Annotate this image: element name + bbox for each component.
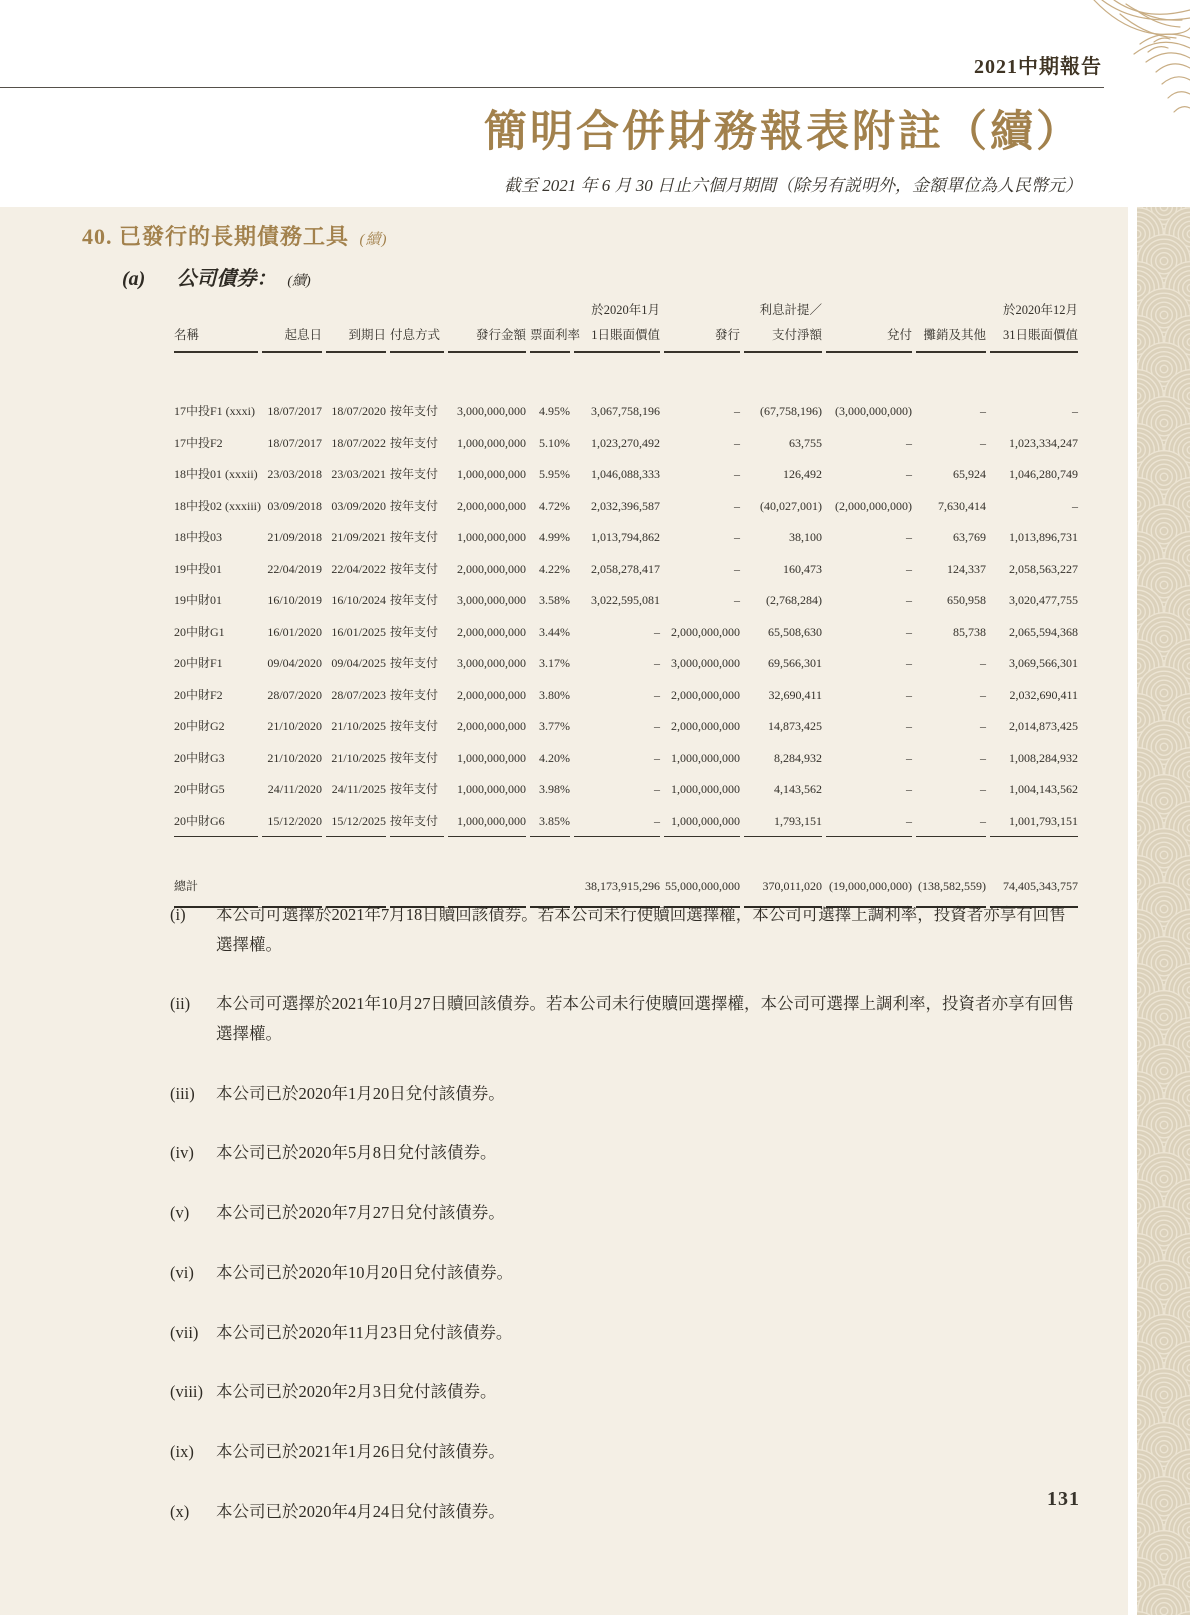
note-text: 本公司已於2020年11月23日兌付該債券。: [216, 1322, 513, 1342]
table-cell: 2,000,000,000: [457, 624, 526, 639]
table-row: [174, 395, 1078, 427]
table-cell: –: [906, 467, 912, 481]
section-continued: (續): [359, 232, 388, 248]
page-title: 簡明合併財務報表附註（續）: [484, 109, 1082, 156]
table-cell: 63,755: [789, 435, 822, 450]
table-cell: 4.95%: [539, 404, 570, 418]
table-cell: 3,000,000,000: [457, 404, 526, 418]
table-cell: (67,758,196): [760, 404, 822, 418]
table-cell: 2,032,690,411: [1009, 687, 1078, 702]
table-cell: 31日賬面價值: [990, 321, 1078, 353]
note-item: [170, 1198, 1082, 1228]
table-cell: 3,069,566,301: [1009, 656, 1078, 670]
table-cell: 18/07/2017: [267, 435, 322, 450]
table-cell: 126,492: [783, 467, 822, 481]
table-cell: 兌付: [826, 321, 912, 353]
note-text: 本公司已於2020年2月3日兌付該債券。: [216, 1382, 497, 1402]
table-cell: 1,000,000,000: [664, 805, 740, 838]
table-cell: –: [654, 624, 660, 639]
table-cell: 按年支付: [390, 593, 439, 607]
table-cell: 1,793,151: [744, 805, 822, 838]
table-cell: 2,065,594,368: [1009, 624, 1078, 639]
table-cell: 4.20%: [539, 750, 570, 765]
table-cell: –: [654, 782, 660, 796]
table-cell: 18/07/2017: [267, 404, 322, 418]
table-cell: 18中投01 (xxxii): [174, 467, 258, 481]
note-item: [170, 1437, 1082, 1467]
table-cell: 20中財F2: [174, 687, 223, 702]
table-cell: [390, 300, 444, 321]
table-cell: 65,508,630: [768, 624, 822, 639]
table-cell: 21/09/2018: [267, 530, 322, 544]
table-cell: –: [906, 561, 912, 576]
note-label: (iii): [170, 1083, 195, 1103]
table-cell: (2,000,000,000): [835, 498, 912, 513]
table-cell: 18中投02 (xxxiii): [174, 498, 261, 513]
table-cell: 按年支付: [390, 404, 439, 418]
table-header-row: [174, 321, 1078, 353]
table-cell: 2,000,000,000: [457, 561, 526, 576]
table-cell: 21/09/2021: [331, 530, 386, 544]
table-cell: (2,768,284): [766, 593, 822, 607]
table-cell: 2,000,000,000: [457, 498, 526, 513]
table-cell: –: [906, 750, 912, 765]
table-cell: 55,000,000,000: [664, 871, 740, 908]
table-cell: –: [906, 719, 912, 733]
table-cell: 17中投F2: [174, 435, 223, 450]
table-cell: 20中財G2: [174, 719, 225, 733]
note-text: 本公司已於2020年5月8日兌付該債券。: [216, 1143, 497, 1163]
seigaiha-pattern-decoration: [1137, 207, 1190, 1615]
table-cell: 1,000,000,000: [457, 530, 526, 544]
table-cell: 1,046,280,749: [1009, 467, 1078, 481]
table-cell: [448, 300, 526, 321]
table-cell: 3,000,000,000: [457, 656, 526, 670]
table-cell: –: [980, 750, 986, 765]
note-item: [170, 1377, 1082, 1407]
table-cell: 3.77%: [539, 719, 570, 733]
table-cell: 3,067,758,196: [591, 404, 660, 418]
table-cell: –: [734, 435, 740, 450]
table-cell: 總計: [174, 871, 258, 908]
table-spacer-row: [174, 353, 1078, 395]
table-cell: 3,022,595,081: [591, 593, 660, 607]
table-cell: 4.99%: [539, 530, 570, 544]
note-item: [170, 1318, 1082, 1348]
page-subtitle: 截至 2021 年 6 月 30 日止六個月期間（除另有説明外，金額單位為人民幣元）: [504, 176, 1082, 195]
table-cell: 1,000,000,000: [457, 782, 526, 796]
table-cell: [262, 300, 322, 321]
table-cell: 4,143,562: [774, 782, 822, 796]
table-cell: –: [906, 687, 912, 702]
table-cell: –: [654, 719, 660, 733]
note-item: [170, 989, 1082, 1048]
table-cell: –: [654, 656, 660, 670]
table-cell: 38,173,915,296: [574, 871, 660, 908]
note-label: (viii): [170, 1382, 203, 1402]
table-cell: 3,020,477,755: [1009, 593, 1078, 607]
table-cell: 2,000,000,000: [671, 719, 740, 733]
table-cell: 20中財F1: [174, 656, 223, 670]
table-row: [174, 710, 1078, 742]
table-cell: 1,004,143,562: [1009, 782, 1078, 796]
table-cell: 7,630,414: [938, 498, 986, 513]
table-cell: 按年支付: [390, 498, 439, 513]
table-cell: 按年支付: [390, 530, 439, 544]
table-cell: 28/07/2020: [267, 687, 322, 702]
bond-table-body: [174, 353, 1078, 908]
note-label: (i): [170, 905, 186, 924]
section-heading: [82, 220, 388, 251]
table-cell: –: [734, 593, 740, 607]
table-cell: –: [906, 624, 912, 639]
report-edition-label: 2021中期報告: [974, 56, 1102, 78]
table-cell: 18/07/2022: [331, 435, 386, 450]
table-row: [174, 616, 1078, 648]
table-cell: 4.22%: [539, 561, 570, 576]
notes-list: [170, 900, 1082, 1556]
table-cell: 24/11/2025: [331, 782, 386, 796]
table-cell: 3.85%: [530, 805, 570, 838]
table-cell: [826, 300, 912, 321]
table-cell: 3.98%: [539, 782, 570, 796]
table-cell: –: [734, 467, 740, 481]
table-cell: 22/04/2022: [331, 561, 386, 576]
table-cell: (3,000,000,000): [835, 404, 912, 418]
table-cell: –: [574, 805, 660, 838]
table-cell: 16/01/2020: [267, 624, 322, 639]
table-cell: 23/03/2018: [267, 467, 322, 481]
subsection-label: (a): [122, 268, 146, 290]
note-label: (ii): [170, 994, 191, 1014]
table-cell: 3.80%: [539, 687, 570, 702]
table-cell: 09/04/2025: [331, 656, 386, 670]
table-cell: 3.17%: [539, 656, 570, 670]
table-cell: 370,011,020: [744, 871, 822, 908]
table-cell: 按年支付: [390, 782, 439, 796]
table-cell: 4.72%: [539, 498, 570, 513]
note-item: [170, 900, 1082, 959]
table-cell: 19中財01: [174, 593, 223, 607]
note-item: [170, 1497, 1082, 1527]
table-cell: 20中財G5: [174, 782, 225, 796]
note-label: (x): [170, 1501, 190, 1521]
note-item: [170, 1079, 1082, 1109]
note-item: [170, 1258, 1082, 1288]
table-cell: 15/12/2020: [262, 805, 322, 838]
table-cell: 1,013,896,731: [1009, 530, 1078, 544]
table-cell: 63,769: [953, 530, 986, 544]
note-text: 本公司可選擇於2021年10月27日贖回該債券。若本公司未行使贖回選擇權，本公司可選擇上調利率，投資者亦享有回售選擇權。: [216, 994, 1074, 1044]
table-cell: 16/10/2019: [267, 593, 322, 607]
table-cell: 2,014,873,425: [1009, 719, 1078, 733]
table-cell: 1,046,088,333: [591, 467, 660, 481]
table-cell: 21/10/2020: [267, 750, 322, 765]
table-row: [174, 427, 1078, 459]
header-rule: [0, 87, 1104, 88]
table-cell: 付息方式: [390, 321, 444, 353]
table-cell: 1,000,000,000: [448, 805, 526, 838]
table-cell: 2,000,000,000: [457, 719, 526, 733]
page-number: 131: [1047, 1488, 1080, 1510]
table-cell: 按年支付: [390, 687, 439, 702]
table-cell: –: [826, 805, 912, 838]
table-cell: 16/10/2024: [331, 593, 386, 607]
section-title: 已發行的長期債務工具: [119, 224, 350, 249]
note-label: (iv): [170, 1143, 194, 1163]
note-label: (vii): [170, 1322, 199, 1342]
table-cell: 2,000,000,000: [671, 687, 740, 702]
table-cell: 09/04/2020: [267, 656, 322, 670]
table-row: [174, 742, 1078, 774]
table-cell: 20中財G6: [174, 805, 258, 838]
table-cell: (19,000,000,000): [826, 871, 912, 908]
table-cell: 發行: [664, 321, 740, 353]
table-cell: –: [906, 530, 912, 544]
table-cell: 發行金額: [448, 321, 526, 353]
table-cell: 21/10/2020: [267, 719, 322, 733]
table-cell: –: [980, 782, 986, 796]
table-cell: 票面利率: [530, 321, 570, 353]
note-text: 本公司已於2020年4月24日兌付該債券。: [216, 1501, 505, 1521]
table-cell: 650,958: [947, 593, 986, 607]
table-cell: 19中投01: [174, 561, 223, 576]
table-cell: 1,000,000,000: [671, 750, 740, 765]
table-cell: 1,023,270,492: [591, 435, 660, 450]
table-cell: 20中財G1: [174, 624, 225, 639]
table-cell: –: [734, 404, 740, 418]
table-cell: (40,027,001): [760, 498, 822, 513]
table-cell: –: [980, 719, 986, 733]
note-text: 本公司可選擇於2021年7月18日贖回該債券。若本公司未行使贖回選擇權，本公司可選擇上調利率，投資者亦享有回售選擇權。: [216, 905, 1066, 954]
table-row: [174, 521, 1078, 553]
table-cell: (138,582,559): [916, 871, 986, 908]
table-cell: 32,690,411: [768, 687, 822, 702]
note-label: (vi): [170, 1262, 194, 1282]
table-cell: [174, 300, 258, 321]
table-cell: 2,000,000,000: [457, 687, 526, 702]
table-cell: –: [906, 782, 912, 796]
note-text: 本公司已於2020年10月20日兌付該債券。: [216, 1262, 513, 1282]
table-cell: 16/01/2025: [331, 624, 386, 639]
table-spacer-cell: [174, 353, 1078, 395]
table-cell: 1,023,334,247: [1009, 435, 1078, 450]
table-cell: –: [906, 593, 912, 607]
table-spacer-row: [174, 837, 1078, 871]
table-cell: 3,000,000,000: [671, 656, 740, 670]
table-cell: 03/09/2018: [267, 498, 322, 513]
table-cell: 124,337: [947, 561, 986, 576]
table-cell: 按年支付: [390, 435, 439, 450]
bond-table: [170, 300, 1082, 908]
table-cell: 3.44%: [539, 624, 570, 639]
table-cell: [916, 300, 986, 321]
table-header-row: [174, 300, 1078, 321]
subsection-title: 公司債券：: [176, 268, 277, 290]
table-cell: 1,013,794,862: [591, 530, 660, 544]
table-cell: [326, 300, 386, 321]
table-cell: 03/09/2020: [331, 498, 386, 513]
table-cell: 85,738: [953, 624, 986, 639]
table-cell: 名稱: [174, 321, 258, 353]
table-cell: [530, 300, 570, 321]
note-item: [170, 1138, 1082, 1168]
table-cell: 按年支付: [390, 805, 444, 838]
table-cell: 14,873,425: [768, 719, 822, 733]
table-cell: 利息計提／: [759, 303, 822, 317]
table-cell: 1,000,000,000: [671, 782, 740, 796]
table-cell: 17中投F1 (xxxi): [174, 404, 256, 418]
subsection-continued: (續): [287, 274, 311, 289]
table-cell: 8,284,932: [774, 750, 822, 765]
table-cell: 2,058,278,417: [591, 561, 660, 576]
table-cell: –: [654, 750, 660, 765]
table-cell: 18/07/2020: [331, 404, 386, 418]
table-cell: 18中投03: [174, 530, 223, 544]
table-cell: 5.95%: [539, 467, 570, 481]
note-label: (v): [170, 1203, 190, 1223]
table-cell: –: [906, 435, 912, 450]
table-cell: 2,032,396,587: [591, 498, 660, 513]
table-cell: 攤銷及其他: [916, 321, 986, 353]
table-cell: 3.58%: [539, 593, 570, 607]
table-cell: –: [1072, 498, 1078, 513]
table-cell: 74,405,343,757: [990, 871, 1078, 908]
table-row: [174, 490, 1078, 522]
table-cell: 1,001,793,151: [990, 805, 1078, 838]
note-text: 本公司已於2021年1月26日兌付該債券。: [216, 1441, 505, 1461]
table-row: [174, 679, 1078, 711]
table-cell: 69,566,301: [768, 656, 822, 670]
table-cell: 1,008,284,932: [1009, 750, 1078, 765]
section-number: 40.: [82, 224, 113, 249]
table-cell: 到期日: [326, 321, 386, 353]
table-cell: –: [654, 687, 660, 702]
table-cell: 按年支付: [390, 467, 439, 481]
note-label: (ix): [170, 1441, 194, 1461]
table-cell: 按年支付: [390, 624, 439, 639]
table-cell: 1,000,000,000: [457, 750, 526, 765]
table-cell: –: [980, 656, 986, 670]
table-cell: 按年支付: [390, 719, 439, 733]
table-row: [174, 584, 1078, 616]
table-cell: 22/04/2019: [267, 561, 322, 576]
table-cell: –: [734, 530, 740, 544]
table-cell: 20中財G3: [174, 750, 225, 765]
table-cell: 於2020年1月: [591, 303, 660, 317]
table-spacer-cell: [174, 837, 1078, 871]
table-cell: 1,000,000,000: [457, 467, 526, 481]
table-cell: –: [906, 656, 912, 670]
table-cell: 15/12/2025: [326, 805, 386, 838]
table-cell: 28/07/2023: [331, 687, 386, 702]
table-cell: 1日賬面價值: [574, 321, 660, 353]
table-cell: 2,058,563,227: [1009, 561, 1078, 576]
table-cell: 按年支付: [390, 561, 439, 576]
table-cell: 按年支付: [390, 750, 439, 765]
table-cell: –: [734, 498, 740, 513]
table-row: [174, 773, 1078, 805]
table-row: [174, 458, 1078, 490]
table-cell: 24/11/2020: [267, 782, 322, 796]
table-cell: 按年支付: [390, 656, 439, 670]
table-cell: 起息日: [262, 321, 322, 353]
table-cell: –: [916, 805, 986, 838]
table-cell: 21/10/2025: [331, 750, 386, 765]
table-cell: 160,473: [783, 561, 822, 576]
table-cell: [664, 300, 740, 321]
table-cell: –: [980, 435, 986, 450]
table-row: [174, 647, 1078, 679]
table-cell: 5.10%: [539, 435, 570, 450]
note-text: 本公司已於2020年7月27日兌付該債券。: [216, 1203, 505, 1223]
table-cell: 於2020年12月: [1002, 303, 1078, 317]
table-cell: –: [734, 561, 740, 576]
table-cell: 支付淨額: [744, 321, 822, 353]
table-cell: –: [1072, 404, 1078, 418]
table-cell: –: [980, 687, 986, 702]
table-cell: 3,000,000,000: [457, 593, 526, 607]
table-row: [174, 805, 1078, 838]
note-text: 本公司已於2020年1月20日兌付該債券。: [216, 1083, 505, 1103]
table-row: [174, 553, 1078, 585]
table-cell: 65,924: [953, 467, 986, 481]
table-cell: 2,000,000,000: [671, 624, 740, 639]
table-cell: –: [980, 404, 986, 418]
table-cell: 21/10/2025: [331, 719, 386, 733]
table-cell: 38,100: [789, 530, 822, 544]
table-cell: 1,000,000,000: [457, 435, 526, 450]
table-cell: 23/03/2021: [331, 467, 386, 481]
subsection-heading: [122, 262, 311, 291]
bond-table-header: [174, 300, 1078, 353]
